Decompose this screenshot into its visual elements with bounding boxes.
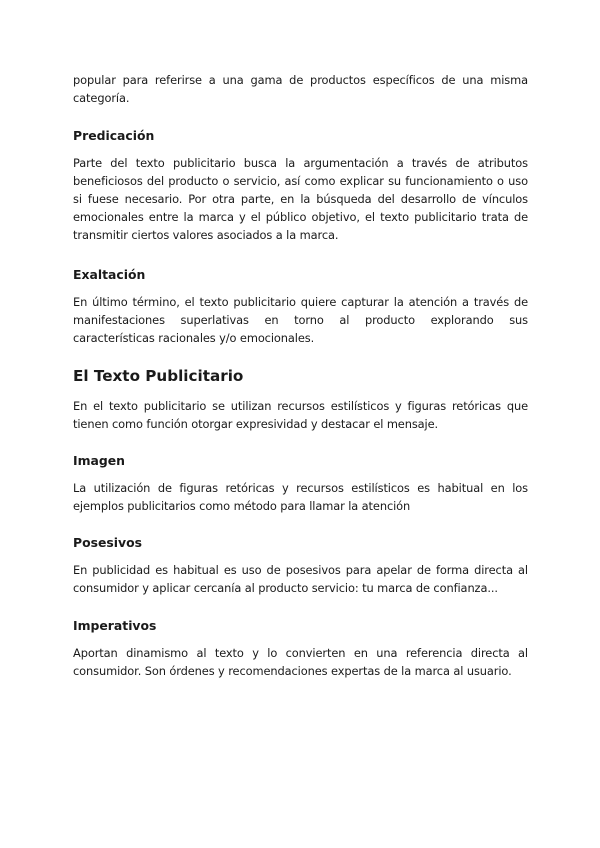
posesivos-paragraph: En publicidad es habitual es uso de posesivos para apelar de forma directa al consumidor y aplicar cercanía al producto servicio: tu marca de confianza... bbox=[73, 563, 528, 595]
section-intro-paragraph: En el texto publicitario se utilizan recursos estilísticos y figuras retóricas que tienen como función otorgar expresividad y destacar el mensaje. bbox=[73, 399, 528, 431]
document-page bbox=[73, 71, 528, 680]
predicacion-paragraph: Parte del texto publicitario busca la argumentación a través de atributos beneficiosos del producto o servicio, así como explicar su funcionamiento o uso si fuese necesario. Por otra parte, en la búsqueda del desarrollo de vínculos emocionales entre la marca y el público objetivo, el texto publicitario trata de transmitir ciertos valores asociados a la marca. bbox=[73, 156, 528, 242]
exaltacion-heading: Exaltación bbox=[73, 267, 146, 282]
posesivos-heading: Posesivos bbox=[73, 535, 142, 550]
imperativos-paragraph: Aportan dinamismo al texto y lo convierten en una referencia directa al consumidor. Son órdenes y recomendaciones expertas de la marca al usuario. bbox=[73, 646, 528, 678]
intro-paragraph: popular para referirse a una gama de productos específicos de una misma categoría. bbox=[73, 73, 528, 105]
imperativos-heading: Imperativos bbox=[73, 618, 157, 633]
section-title: El Texto Publicitario bbox=[73, 367, 244, 385]
predicacion-heading: Predicación bbox=[73, 128, 155, 143]
imagen-heading: Imagen bbox=[73, 453, 125, 468]
imagen-paragraph: La utilización de figuras retóricas y recursos estilísticos es habitual en los ejemplos publicitarios como método para llamar la atención bbox=[73, 481, 528, 513]
exaltacion-paragraph: En último término, el texto publicitario quiere capturar la atención a través de manifestaciones superlativas en torno al producto explorando sus características racionales y/o emocionales. bbox=[73, 295, 528, 345]
